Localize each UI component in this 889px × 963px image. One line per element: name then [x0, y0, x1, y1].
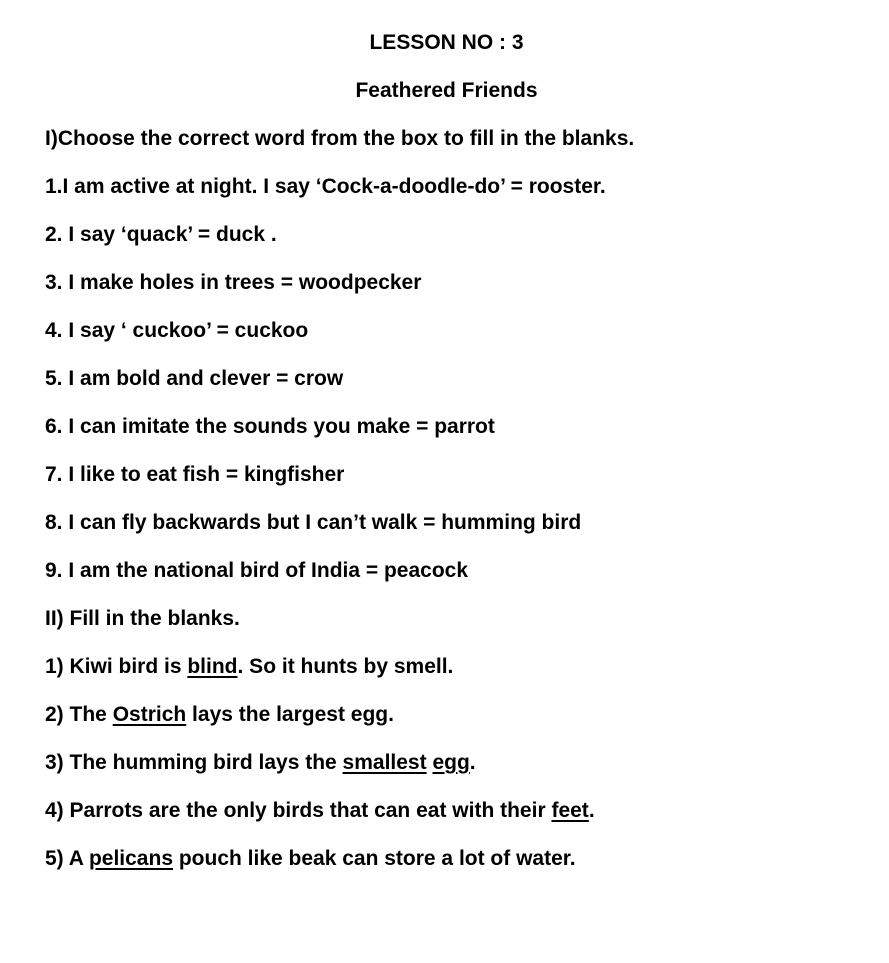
answer-word: egg	[432, 751, 470, 774]
section-1-item: 7. I like to eat fish = kingfisher	[45, 463, 345, 486]
section-1-item: 6. I can imitate the sounds you make = parrot	[45, 415, 495, 438]
item-text: . So it hunts by smell.	[237, 655, 454, 678]
lesson-title: Feathered Friends	[355, 79, 538, 102]
item-text: .	[469, 751, 476, 774]
section-2-item	[45, 749, 476, 777]
section-1-item: 2. I say ‘quack’ = duck .	[45, 223, 277, 246]
answer-word: feet	[551, 799, 589, 822]
section-2-item	[45, 845, 576, 873]
item-text: 1) Kiwi bird is	[45, 655, 188, 678]
answer-word: blind	[187, 655, 238, 678]
section-1-item: 5. I am bold and clever = crow	[45, 367, 344, 390]
item-text: .	[588, 799, 595, 822]
lesson-number-heading: LESSON NO : 3	[369, 31, 524, 54]
section-1-item: 4. I say ‘ cuckoo’ = cuckoo	[45, 319, 309, 342]
section-1-item: 8. I can fly backwards but I can’t walk = humming bird	[45, 511, 582, 534]
section-2-item	[45, 653, 453, 681]
section-2-item	[45, 797, 595, 825]
item-text: pouch like beak can store a lot of water.	[173, 847, 576, 870]
section-2-item	[45, 701, 394, 729]
item-text: 2) The	[45, 703, 113, 726]
section-1-item: 9. I am the national bird of India = peacock	[45, 559, 469, 582]
section-1-heading: I)Choose the correct word from the box to fill in the blanks.	[45, 127, 635, 150]
item-text: 3) The humming bird lays the	[45, 751, 343, 774]
answer-word: pelicans	[88, 847, 173, 870]
section-2-heading: II) Fill in the blanks.	[45, 607, 240, 630]
item-text: 4) Parrots are the only birds that can eat with their	[45, 799, 552, 822]
section-1-item: 3. I make holes in trees = woodpecker	[45, 271, 422, 294]
answer-word: smallest	[342, 751, 427, 774]
item-text: lays the largest egg.	[186, 703, 394, 726]
section-1-item: 1.I am active at night. I say ‘Cock-a-doodle-do’ = rooster.	[45, 175, 606, 198]
item-text: 5) A	[45, 847, 89, 870]
answer-word: Ostrich	[112, 703, 187, 726]
